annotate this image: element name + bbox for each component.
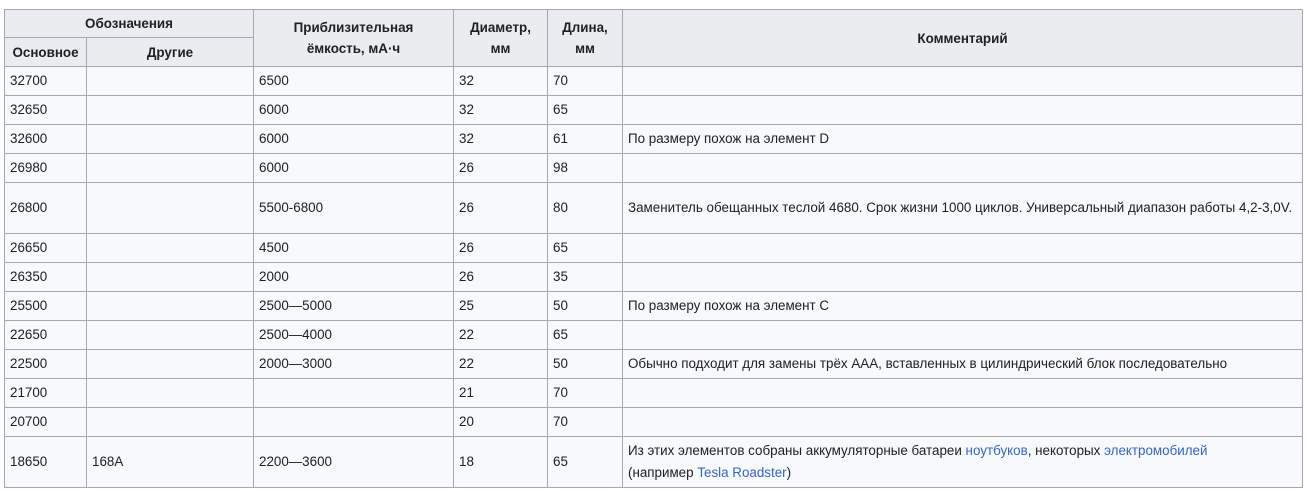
cell-other bbox=[87, 67, 254, 96]
cell-diameter: 22 bbox=[454, 321, 548, 350]
cell-diameter: 18 bbox=[454, 437, 548, 488]
cell-capacity: 2500—5000 bbox=[254, 292, 454, 321]
cell-capacity bbox=[254, 408, 454, 437]
cell-main: 32600 bbox=[5, 125, 87, 154]
cell-length: 35 bbox=[548, 263, 623, 292]
cell-diameter: 32 bbox=[454, 125, 548, 154]
header-length-line1: Длина, bbox=[562, 20, 608, 35]
cell-capacity: 2500—4000 bbox=[254, 321, 454, 350]
table-row bbox=[5, 437, 1303, 488]
cell-other bbox=[87, 350, 254, 379]
cell-other bbox=[87, 408, 254, 437]
cell-length: 70 bbox=[548, 408, 623, 437]
table-row bbox=[5, 125, 1303, 154]
cell-main: 32700 bbox=[5, 67, 87, 96]
header-comment: Комментарий bbox=[623, 10, 1303, 67]
battery-sizes-table bbox=[4, 9, 1303, 488]
cell-other bbox=[87, 234, 254, 263]
cell-other bbox=[87, 263, 254, 292]
cell-other bbox=[87, 321, 254, 350]
table-body bbox=[5, 67, 1303, 488]
table-row bbox=[5, 67, 1303, 96]
cell-capacity: 6000 bbox=[254, 154, 454, 183]
cell-main: 22650 bbox=[5, 321, 87, 350]
cell-other bbox=[87, 183, 254, 234]
cell-main: 21700 bbox=[5, 379, 87, 408]
cell-other bbox=[87, 154, 254, 183]
cell-length: 61 bbox=[548, 125, 623, 154]
cell-main: 26650 bbox=[5, 234, 87, 263]
table-row bbox=[5, 96, 1303, 125]
table-row bbox=[5, 379, 1303, 408]
cell-length: 70 bbox=[548, 379, 623, 408]
cell-comment: По размеру похож на элемент D bbox=[623, 125, 1303, 154]
table-row bbox=[5, 350, 1303, 379]
cell-main: 18650 bbox=[5, 437, 87, 488]
cell-diameter: 20 bbox=[454, 408, 548, 437]
cell-capacity: 6000 bbox=[254, 125, 454, 154]
cell-other bbox=[87, 96, 254, 125]
header-other: Другие bbox=[87, 38, 254, 67]
cell-capacity bbox=[254, 379, 454, 408]
cell-diameter: 32 bbox=[454, 96, 548, 125]
cell-capacity: 2000—3000 bbox=[254, 350, 454, 379]
cell-other: 168A bbox=[87, 437, 254, 488]
cell-comment: По размеру похож на элемент C bbox=[623, 292, 1303, 321]
cell-capacity: 2200—3600 bbox=[254, 437, 454, 488]
cell-comment bbox=[623, 154, 1303, 183]
cell-capacity: 2000 bbox=[254, 263, 454, 292]
cell-diameter: 32 bbox=[454, 67, 548, 96]
cell-comment bbox=[623, 67, 1303, 96]
cell-main: 25500 bbox=[5, 292, 87, 321]
header-diameter bbox=[454, 10, 548, 67]
table-row bbox=[5, 321, 1303, 350]
link-electric-vehicles[interactable]: электромобилей bbox=[1104, 443, 1208, 458]
cell-capacity: 6500 bbox=[254, 67, 454, 96]
header-main: Основное bbox=[5, 38, 87, 67]
cell-comment: Заменитель обещанных теслой 4680. Срок жизни 1000 циклов. Универсальный диапазон работы 4,2-3,0V. bbox=[623, 183, 1303, 234]
cell-diameter: 26 bbox=[454, 263, 548, 292]
cell-diameter: 26 bbox=[454, 183, 548, 234]
cell-comment bbox=[623, 96, 1303, 125]
header-capacity-line2: ёмкость, мА·ч bbox=[306, 41, 401, 56]
cell-main: 32650 bbox=[5, 96, 87, 125]
cell-diameter: 26 bbox=[454, 154, 548, 183]
table-row bbox=[5, 183, 1303, 234]
cell-other bbox=[87, 125, 254, 154]
cell-length: 70 bbox=[548, 67, 623, 96]
cell-length: 65 bbox=[548, 321, 623, 350]
cell-capacity: 6000 bbox=[254, 96, 454, 125]
link-tesla-roadster[interactable]: Tesla Roadster bbox=[697, 465, 787, 480]
cell-length: 50 bbox=[548, 350, 623, 379]
header-length bbox=[548, 10, 623, 67]
cell-comment bbox=[623, 234, 1303, 263]
cell-comment bbox=[623, 408, 1303, 437]
header-diameter-line1: Диаметр, bbox=[470, 20, 531, 35]
cell-main: 20700 bbox=[5, 408, 87, 437]
table-row bbox=[5, 263, 1303, 292]
cell-length: 65 bbox=[548, 234, 623, 263]
comment-text: (например bbox=[628, 465, 698, 480]
cell-length: 80 bbox=[548, 183, 623, 234]
cell-comment bbox=[623, 263, 1303, 292]
cell-other bbox=[87, 292, 254, 321]
cell-comment bbox=[623, 379, 1303, 408]
cell-diameter: 22 bbox=[454, 350, 548, 379]
cell-main: 26350 bbox=[5, 263, 87, 292]
table-row bbox=[5, 292, 1303, 321]
cell-length: 65 bbox=[548, 96, 623, 125]
table-row bbox=[5, 408, 1303, 437]
cell-capacity: 5500-6800 bbox=[254, 183, 454, 234]
cell-comment bbox=[623, 437, 1303, 488]
header-length-line2: мм bbox=[575, 41, 595, 56]
header-diameter-line2: мм bbox=[490, 41, 511, 56]
cell-diameter: 26 bbox=[454, 234, 548, 263]
header-capacity bbox=[254, 10, 454, 67]
comment-text: Из этих элементов собраны аккумуляторные батареи bbox=[628, 443, 966, 458]
comment-text: , некоторых bbox=[1027, 443, 1105, 458]
cell-other bbox=[87, 379, 254, 408]
cell-length: 65 bbox=[548, 437, 623, 488]
cell-main: 22500 bbox=[5, 350, 87, 379]
cell-length: 50 bbox=[548, 292, 623, 321]
table-row bbox=[5, 154, 1303, 183]
cell-main: 26980 bbox=[5, 154, 87, 183]
cell-main: 26800 bbox=[5, 183, 87, 234]
table-row bbox=[5, 234, 1303, 263]
cell-comment: Обычно подходит для замены трёх AAA, вставленных в цилиндрический блок последовательно bbox=[623, 350, 1303, 379]
cell-length: 98 bbox=[548, 154, 623, 183]
cell-diameter: 21 bbox=[454, 379, 548, 408]
header-designations: Обозначения bbox=[5, 10, 254, 38]
cell-comment bbox=[623, 321, 1303, 350]
header-capacity-line1: Приблизительная bbox=[293, 20, 414, 35]
link-laptops[interactable]: ноутбуков bbox=[965, 443, 1028, 458]
comment-text: ) bbox=[786, 465, 792, 480]
cell-diameter: 25 bbox=[454, 292, 548, 321]
cell-capacity: 4500 bbox=[254, 234, 454, 263]
